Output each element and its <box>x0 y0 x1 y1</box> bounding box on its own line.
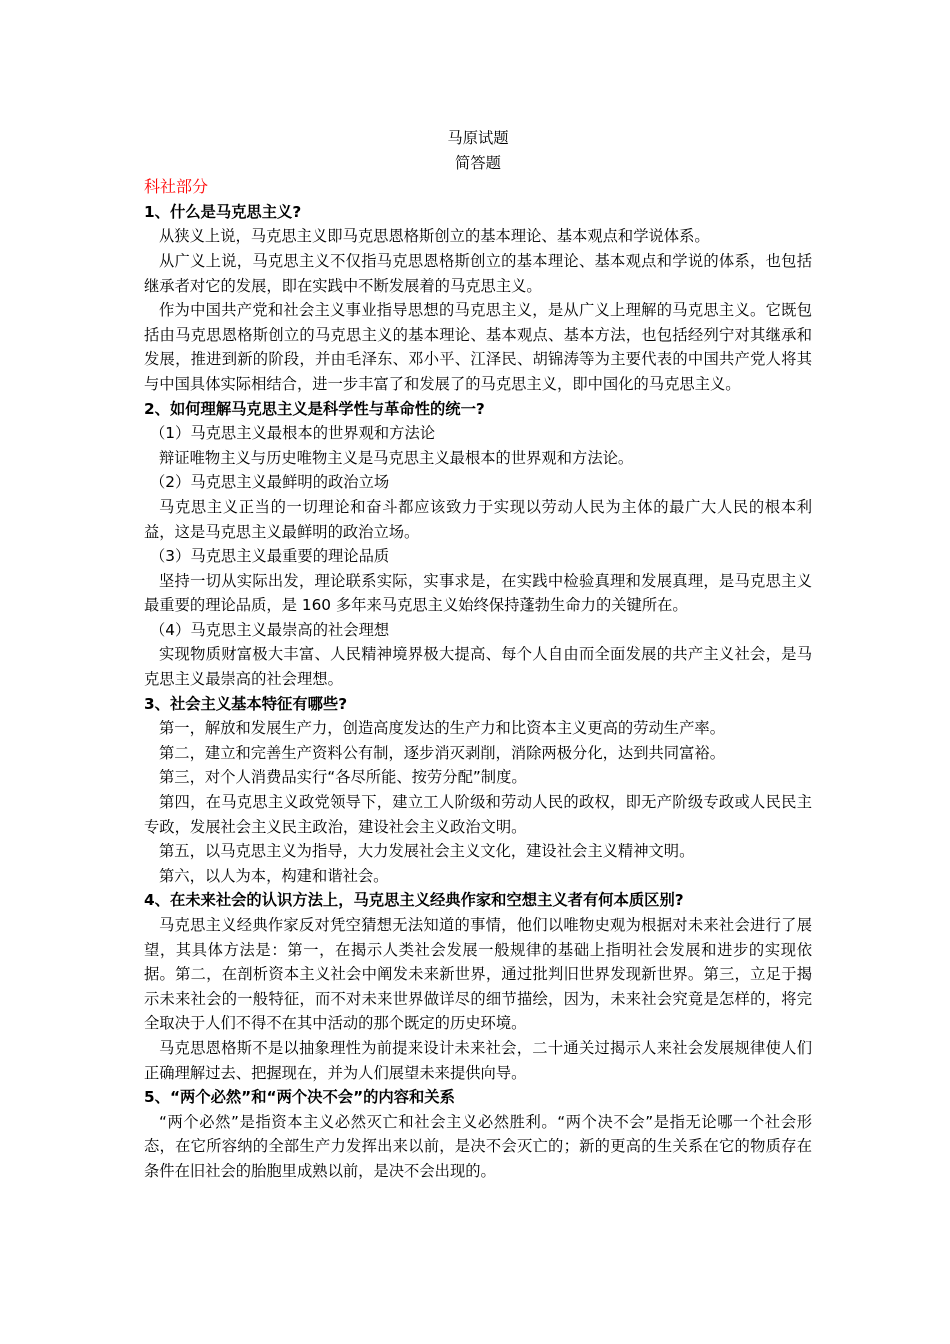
question-4-paragraph: 马克思恩格斯不是以抽象理性为前提来设计未来社会，二十通关过揭示人来社会发展规律使人们正确理解过去、把握现在，并为人们展望未来提供向导。 <box>144 1038 812 1082</box>
question-2-heading: 2、如何理解马克思主义是科学性与革命性的统一? <box>144 399 485 418</box>
question-4-paragraph: 马克思主义经典作家反对凭空猜想无法知道的事情，他们以唯物史观为根据对未来社会进行了展望，其具体方法是：第一，在揭示人类社会发展一般规律的基础上指明社会发展和进步的实现依据。第二，在剖析资本主义社会中阐发未来新世界，通过批判旧世界发现新世界。第三，立足于揭示未来社会的一般特征，而不对未来世界做详尽的细节描绘，因为，未来社会究竟是怎样的，将完全取决于人们不得不在其中活动的那个既定的历史环境。 <box>144 916 812 1033</box>
question-2-paragraph: 实现物质财富极大丰富、人民精神境界极大提高、每个人自由而全面发展的共产主义社会，是马克思主义最崇高的社会理想。 <box>144 645 812 689</box>
question-3-heading: 3、社会主义基本特征有哪些? <box>144 694 348 713</box>
question-5-heading: 5、“两个必然”和“两个决不会”的内容和关系 <box>144 1088 455 1107</box>
document-subtitle: 简答题 <box>455 153 501 172</box>
question-2-paragraph: 马克思主义正当的一切理论和奋斗都应该致力于实现以劳动人民为主体的最广大人民的根本利益，这是马克思主义最鲜明的政治立场。 <box>144 497 812 541</box>
document-title: 马原试题 <box>447 129 509 147</box>
question-2-paragraph: 坚持一切从实际出发，理论联系实际，实事求是，在实践中检验真理和发展真理，是马克思主义最重要的理论品质，是 160 多年来马克思主义始终保持蓬勃生命力的关键所在。 <box>144 571 812 615</box>
question-4-heading: 4、在未来社会的认识方法上，马克思主义经典作家和空想主义者有何本质区别? <box>144 891 684 910</box>
question-1-paragraph: 从广义上说，马克思主义不仅指马克思恩格斯创立的基本理论、基本观点和学说的体系，也包括继承者对它的发展，即在实践中不断发展着的马克思主义。 <box>144 251 812 295</box>
question-3-paragraph: 第六，以人为本，构建和谐社会。 <box>159 866 389 885</box>
question-3-paragraph: 第四，在马克思主义政党领导下，建立工人阶级和劳动人民的政权，即无产阶级专政或人民民主专政，发展社会主义民主政治，建设社会主义政治文明。 <box>144 793 812 836</box>
question-3-paragraph: 第三，对个人消费品实行“各尽所能、按劳分配”制度。 <box>159 768 527 787</box>
question-2-paragraph: 辩证唯物主义与历史唯物主义是马克思主义最根本的世界观和方法论。 <box>159 448 634 467</box>
question-1-heading: 1、什么是马克思主义? <box>144 202 302 221</box>
question-1-paragraph: 从狭义上说，马克思主义即马克思恩格斯创立的基本理论、基本观点和学说体系。 <box>159 227 710 246</box>
question-2-subheading: （2）马克思主义最鲜明的政治立场 <box>150 473 390 492</box>
question-2-subheading: （4）马克思主义最崇高的社会理想 <box>150 620 390 639</box>
question-1-paragraph: 作为中国共产党和社会主义事业指导思想的马克思主义，是从广义上理解的马克思主义。它既包括由马克思恩格斯创立的马克思主义的基本理论、基本观点、基本方法，也包括经列宁对其继承和发展，推进到新的阶段，并由毛泽东、邓小平、江泽民、胡锦涛等为主要代表的中国共产党人将其与中国具体实际相结合，进一步丰富了和发展了的马克思主义，即中国化的马克思主义。 <box>144 301 812 393</box>
question-2-subheading: （1）马克思主义最根本的世界观和方法论 <box>150 424 436 443</box>
question-5-paragraph: “两个必然”是指资本主义必然灭亡和社会主义必然胜利。“两个决不会”是指无论哪一个社会形态，在它所容纳的全部生产力发挥出来以前，是决不会灭亡的；新的更高的生关系在它的物质存在条件在旧社会的胎胞里成熟以前，是决不会出现的。 <box>144 1112 812 1180</box>
section-heading: 科社部分 <box>144 177 209 197</box>
document-page <box>144 126 812 1184</box>
question-3-paragraph: 第一，解放和发展生产力，创造高度发达的生产力和比资本主义更高的劳动生产率。 <box>159 719 725 738</box>
question-3-paragraph: 第二，建立和完善生产资料公有制，逐步消灭剥削，消除两极分化，达到共同富裕。 <box>159 743 725 762</box>
question-2-subheading: （3）马克思主义最重要的理论品质 <box>150 547 390 566</box>
question-3-paragraph: 第五，以马克思主义为指导，大力发展社会主义文化，建设社会主义精神文明。 <box>159 842 695 861</box>
